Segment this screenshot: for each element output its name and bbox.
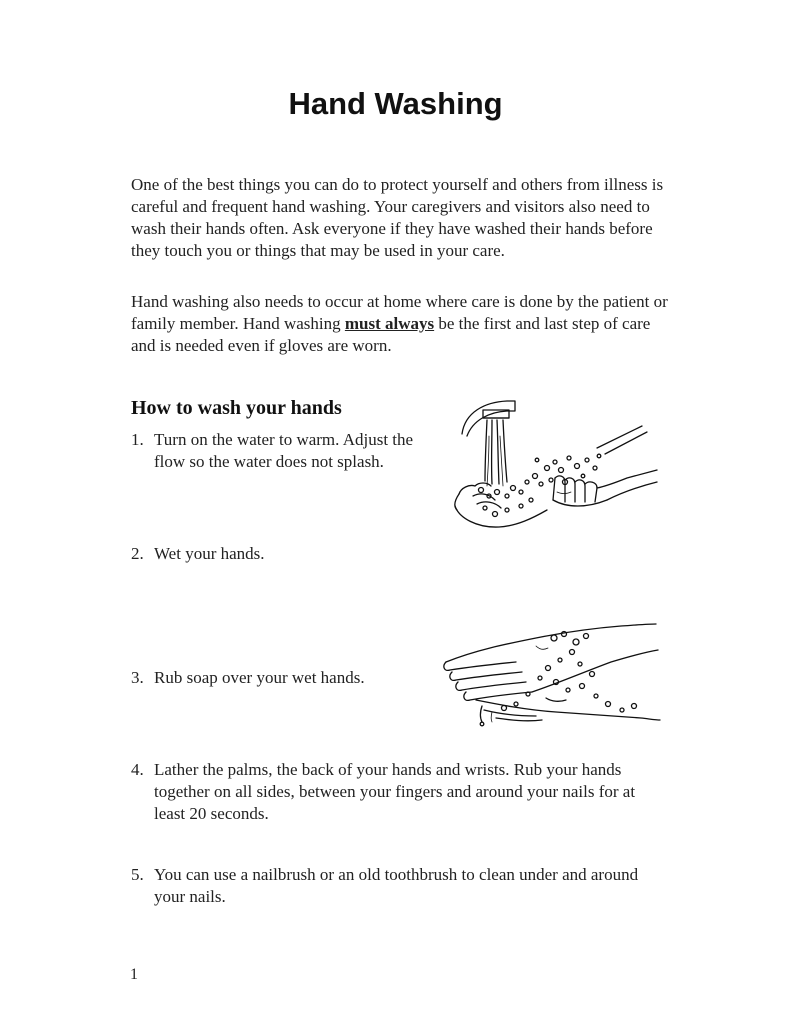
step-text: Wet your hands. bbox=[154, 544, 265, 563]
step-text: Rub soap over your wet hands. bbox=[154, 668, 365, 687]
step-text: You can use a nailbrush or an old toothbrush to clean under and around your nails. bbox=[154, 865, 639, 906]
step-text: Turn on the water to warm. Adjust the flow so the water does not splash. bbox=[154, 430, 414, 471]
section-heading: How to wash your hands bbox=[131, 397, 342, 419]
step-number: 2. bbox=[131, 544, 144, 563]
hands-under-faucet-illustration bbox=[437, 396, 659, 541]
page-title: Hand Washing bbox=[288, 86, 503, 121]
step-text: Lather the palms, the back of your hands and wrists. Rub your hands together on all sides, between your fingers and around your nails for at least 20 seconds. bbox=[154, 760, 636, 823]
step-number: 1. bbox=[131, 430, 144, 449]
must-always-emphasis: must always bbox=[344, 314, 435, 333]
intro-paragraph-2 bbox=[131, 291, 671, 357]
intro-paragraph-1: One of the best things you can do to protect yourself and others from illness is careful and frequent hand washing. Your caregivers and visitors also need to wash their hands often. Ask everyone if they have washed their hands before they touch you or things that may be used in your care. bbox=[131, 175, 664, 260]
step-number: 4. bbox=[131, 760, 144, 779]
hands-rubbing-soap-illustration bbox=[436, 620, 661, 728]
step-number: 3. bbox=[131, 668, 144, 687]
intro-paragraph-2-end: be the first and last step of care and is needed even if gloves are worn. bbox=[131, 314, 651, 355]
step-number: 5. bbox=[131, 865, 144, 884]
page-number: 1 bbox=[130, 966, 138, 983]
intro-paragraph-2-start: Hand washing also needs to occur at home where care is done by the patient or family member. Hand washing bbox=[131, 292, 668, 333]
